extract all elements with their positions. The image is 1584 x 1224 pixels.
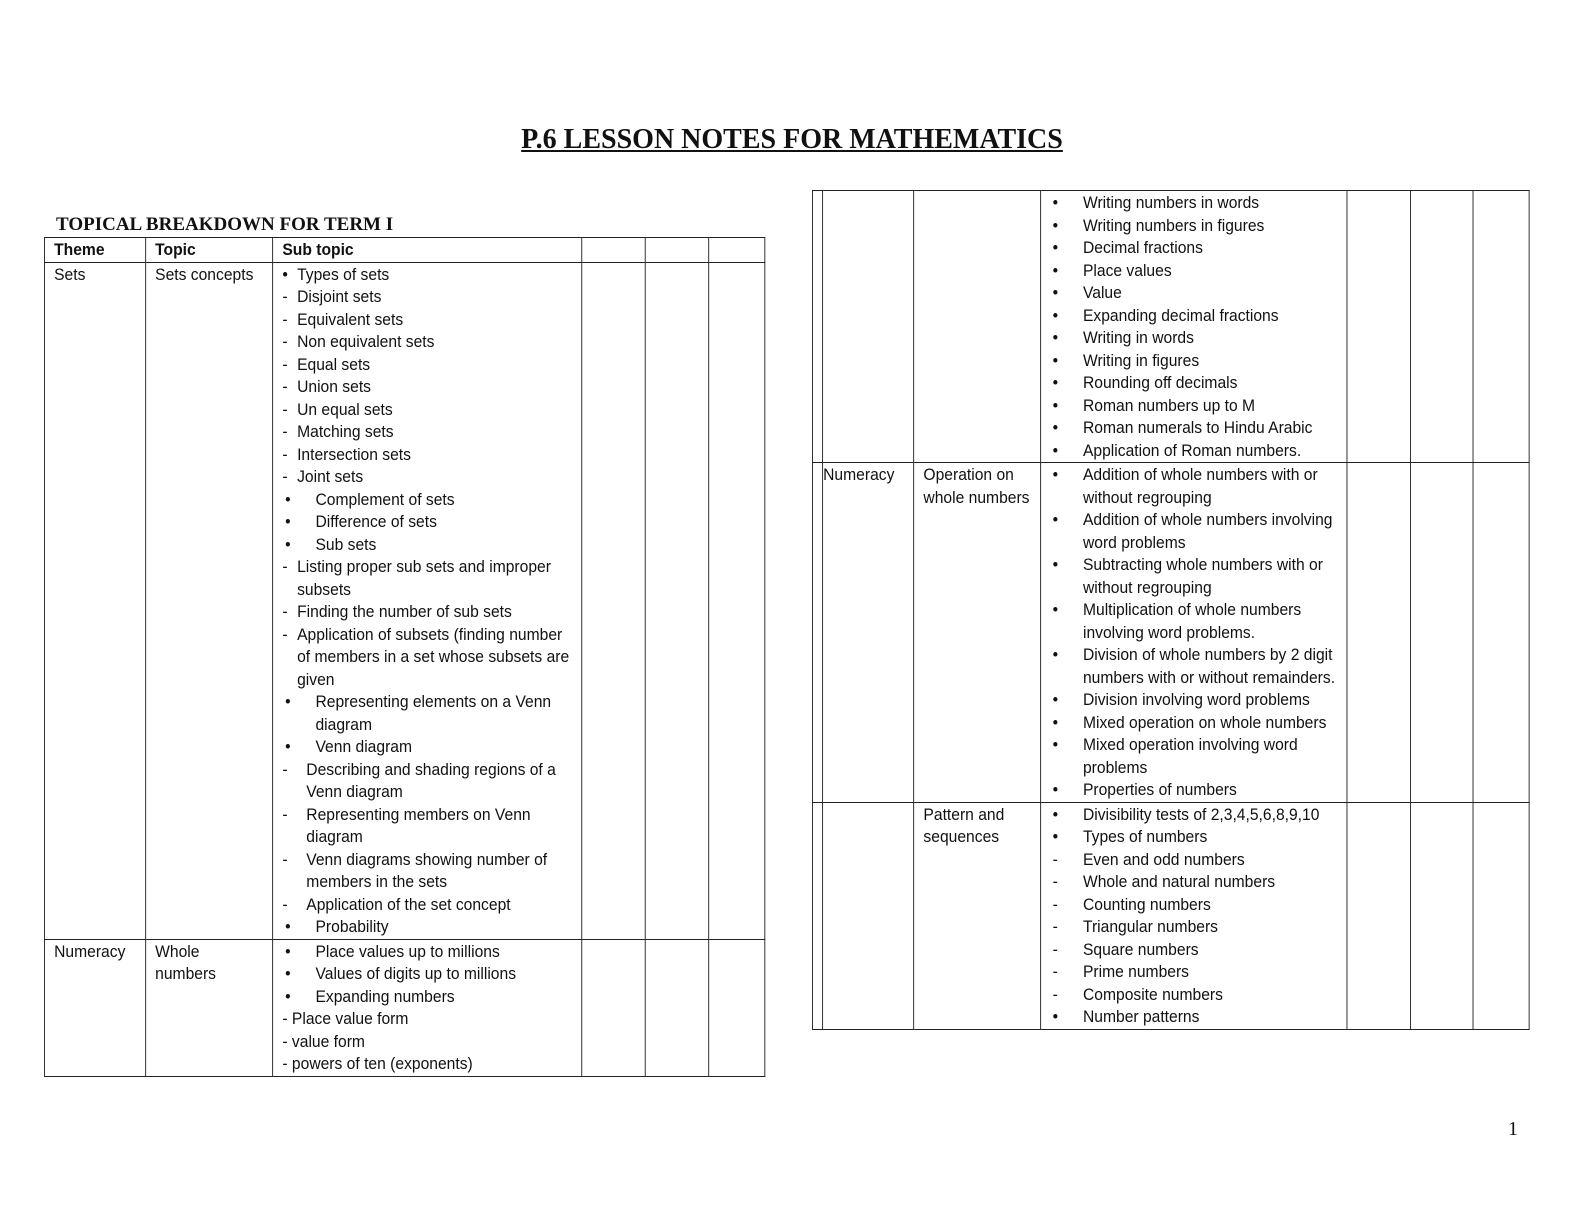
subtopic-text: Prime numbers xyxy=(1082,962,1190,981)
blank-cell xyxy=(1347,463,1410,803)
bullet-icon: • xyxy=(1052,1007,1059,1026)
subtopic-text: Properties of numbers xyxy=(1082,780,1237,799)
subtopic-item xyxy=(282,759,571,804)
blank-cell xyxy=(1410,802,1473,1029)
subtopic-text: - value form xyxy=(282,1031,365,1051)
subtopic-text: Composite numbers xyxy=(1082,984,1223,1004)
subtopic-text: Joint sets xyxy=(297,467,364,486)
subtopic-item xyxy=(1050,464,1337,509)
subtopic-cell xyxy=(1040,463,1347,803)
subtopic-text: Place values xyxy=(1082,260,1172,280)
blank-cell xyxy=(709,262,765,939)
subtopic-text: Equivalent sets xyxy=(297,309,404,329)
dash-marker: - xyxy=(282,624,288,644)
bullet-icon: • xyxy=(1052,328,1059,347)
subtopic-item xyxy=(282,963,571,986)
subtopic-item xyxy=(282,556,571,601)
subtopic-text: Matching sets xyxy=(297,422,394,441)
subtopic-text: Writing numbers in words xyxy=(1082,193,1260,212)
topic-cell: Whole numbers xyxy=(145,939,272,1076)
subtopic-text: Triangular numbers xyxy=(1082,917,1219,936)
subtopic-item xyxy=(1050,417,1337,440)
subtopic-text: Expanding decimal fractions xyxy=(1082,305,1279,325)
bullet-icon: • xyxy=(285,986,291,1006)
header-theme: Theme xyxy=(44,238,145,263)
table-row xyxy=(812,463,1529,803)
header-topic: Topic xyxy=(145,238,272,263)
subtopic-item xyxy=(282,736,571,759)
page-title: P.6 LESSON NOTES FOR MATHEMATICS xyxy=(521,124,1063,155)
bullet-icon: • xyxy=(285,941,291,961)
subtopic-item xyxy=(1050,894,1337,917)
dash-marker: - xyxy=(282,804,288,824)
subtopic-item xyxy=(282,624,571,692)
subtopic-item xyxy=(282,804,571,849)
subtopic-text: Whole and natural numbers xyxy=(1082,872,1276,891)
subtopic-item xyxy=(282,894,571,917)
bullet-icon: • xyxy=(1052,712,1059,732)
subtopic-item xyxy=(1050,327,1337,350)
bullet-icon: • xyxy=(285,917,291,936)
bullet-icon: • xyxy=(1052,804,1059,824)
dash-marker: - xyxy=(1052,872,1058,891)
dash-marker: - xyxy=(282,354,288,374)
bullet-icon: • xyxy=(1052,395,1059,415)
subtopic-text: Describing and shading regions of a Venn diagram xyxy=(306,759,556,801)
bullet-icon: • xyxy=(1052,600,1059,619)
subtopic-item xyxy=(1050,689,1337,712)
dash-marker: - xyxy=(282,467,288,486)
edge-cell xyxy=(812,463,822,803)
blank-cell xyxy=(581,262,645,939)
subtopic-item xyxy=(282,466,571,489)
bullet-icon: • xyxy=(1052,827,1059,846)
subtopic-item xyxy=(1050,440,1337,463)
subtopic-text: Multiplication of whole numbers involving word problems. xyxy=(1082,600,1302,642)
subtopic-item xyxy=(1050,961,1337,984)
bullet-icon: • xyxy=(1052,510,1059,529)
subtopic-list xyxy=(1050,192,1337,462)
subtopic-text: Expanding numbers xyxy=(315,986,455,1006)
subtopic-text: Complement of sets xyxy=(315,489,455,509)
table-row xyxy=(44,262,764,939)
subtopic-text: Addition of whole numbers involving word problems xyxy=(1082,510,1333,552)
subtopic-item xyxy=(282,986,571,1009)
subtopic-text: Values of digits up to millions xyxy=(315,964,517,983)
subtopic-item xyxy=(1050,554,1337,599)
subtopic-text: Sub sets xyxy=(315,534,377,554)
bullet-icon: • xyxy=(1052,215,1059,235)
subtopic-text: Writing in words xyxy=(1082,328,1194,347)
subtopic-item xyxy=(282,309,571,332)
subtopic-text: Types of sets xyxy=(297,264,390,284)
term-breakdown-table-left xyxy=(44,237,765,1077)
blank-cell xyxy=(1473,802,1529,1029)
subtopic-text: Equal sets xyxy=(297,354,371,374)
dash-marker: - xyxy=(282,759,288,779)
dash-marker: - xyxy=(282,444,288,464)
subtopic-item xyxy=(282,286,571,309)
dash-marker: - xyxy=(1052,939,1058,959)
subtopic-item xyxy=(1050,282,1337,305)
term-breakdown-table-right xyxy=(812,190,1530,1030)
edge-cell xyxy=(812,191,822,463)
dash-marker: - xyxy=(1052,849,1058,869)
subtopic-text: Roman numerals to Hindu Arabic xyxy=(1082,418,1313,437)
subtopic-list xyxy=(1050,804,1337,1029)
blank-cell xyxy=(709,939,765,1076)
subtopic-text: Union sets xyxy=(297,377,371,396)
subtopic-item xyxy=(282,354,571,377)
bullet-icon: • xyxy=(1052,238,1059,257)
subtopic-text: Venn diagrams showing number of members in the sets xyxy=(306,849,548,891)
dash-marker: - xyxy=(1052,984,1058,1004)
bullet-icon: • xyxy=(1052,193,1059,212)
subtopic-cell xyxy=(273,939,582,1076)
blank-cell xyxy=(1410,191,1473,463)
subtopic-text: Decimal fractions xyxy=(1082,238,1203,257)
theme-cell: Numeracy xyxy=(44,939,145,1076)
subtopic-text: Number patterns xyxy=(1082,1007,1200,1026)
subtopic-item xyxy=(1050,599,1337,644)
subtopic-text: Un equal sets xyxy=(297,399,393,419)
subtopic-text: Application of subsets (finding number of members in a set whose subsets are given xyxy=(297,624,570,689)
subtopic-text: Intersection sets xyxy=(297,444,411,464)
theme-cell: Sets xyxy=(44,262,145,939)
subtopic-item xyxy=(1050,1006,1337,1029)
subtopic-text: Difference of sets xyxy=(315,512,437,531)
subtopic-item xyxy=(1050,305,1337,328)
subtopic-text: Divisibility tests of 2,3,4,5,6,8,9,10 xyxy=(1082,804,1320,824)
topic-cell: Operation on whole numbers xyxy=(914,463,1040,803)
bullet-icon: • xyxy=(285,964,291,983)
bullet-icon: • xyxy=(1052,690,1059,709)
subtopic-item xyxy=(282,534,571,557)
subtopic-item xyxy=(1050,826,1337,849)
subtopic-item xyxy=(1050,372,1337,395)
subtopic-item xyxy=(1050,984,1337,1007)
dash-marker: - xyxy=(1052,962,1058,981)
bullet-icon: • xyxy=(285,512,291,531)
bullet-icon: • xyxy=(1052,418,1059,437)
subtopic-text: Non equivalent sets xyxy=(297,332,435,351)
subtopic-item xyxy=(282,511,571,534)
subtopic-text: Disjoint sets xyxy=(297,287,382,306)
dash-marker: - xyxy=(282,332,288,351)
subtopic-text: Types of numbers xyxy=(1082,827,1208,846)
subtopic-text: Roman numbers up to M xyxy=(1082,395,1256,415)
theme-cell xyxy=(823,191,914,463)
bullet-icon: • xyxy=(1052,283,1059,302)
bullet-icon: • xyxy=(1052,465,1059,484)
subtopic-list xyxy=(1050,464,1337,802)
bullet-icon: • xyxy=(1052,373,1059,392)
subtopic-item xyxy=(282,264,571,287)
dash-marker: - xyxy=(282,894,288,914)
subtopic-text: Subtracting whole numbers with or without regrouping xyxy=(1082,555,1323,597)
dash-marker: - xyxy=(1052,917,1058,936)
header-blank-3 xyxy=(709,238,765,263)
blank-cell xyxy=(645,939,709,1076)
edge-cell xyxy=(812,802,822,1029)
subtopic-text: Listing proper sub sets and improper subsets xyxy=(297,557,551,599)
subtopic-item xyxy=(282,399,571,422)
subtopic-item xyxy=(282,1031,571,1054)
dash-marker: - xyxy=(282,557,288,576)
subtopic-text: Venn diagram xyxy=(315,737,412,756)
subtopic-text: Place values up to millions xyxy=(315,941,500,961)
blank-cell xyxy=(581,939,645,1076)
bullet-icon: • xyxy=(1052,735,1059,754)
subtopic-item xyxy=(282,444,571,467)
dash-marker: - xyxy=(282,602,288,621)
subtopic-item xyxy=(282,1053,571,1076)
dash-marker: - xyxy=(282,399,288,419)
subtopic-text: Probability xyxy=(315,917,389,936)
page-number: 1 xyxy=(1508,1118,1518,1140)
bullet-icon: • xyxy=(1052,555,1059,574)
subtopic-text: Representing elements on a Venn diagram xyxy=(315,692,552,734)
subtopic-text: Application of Roman numbers. xyxy=(1082,440,1302,460)
theme-cell: Numeracy xyxy=(823,463,914,803)
subtopic-item xyxy=(282,916,571,939)
subtopic-item xyxy=(1050,215,1337,238)
bullet-icon: • xyxy=(1052,260,1059,280)
subtopic-item xyxy=(282,691,571,736)
bullet-icon: • xyxy=(285,534,291,554)
bullet-icon: • xyxy=(1052,780,1059,799)
subtopic-item xyxy=(282,849,571,894)
subtopic-item xyxy=(1050,939,1337,962)
subtopic-cell xyxy=(273,262,582,939)
subtopic-cell xyxy=(1040,802,1347,1029)
subtopic-text: - powers of ten (exponents) xyxy=(282,1054,473,1073)
subtopic-text: Division involving word problems xyxy=(1082,690,1310,709)
dash-marker: - xyxy=(282,849,288,869)
topic-cell xyxy=(914,191,1040,463)
subtopic-text: Value xyxy=(1082,283,1122,302)
dash-marker: - xyxy=(282,422,288,441)
dash-marker: - xyxy=(282,309,288,329)
bullet-icon: • xyxy=(1052,350,1059,370)
subtopic-text: Even and odd numbers xyxy=(1082,849,1245,869)
dash-marker: - xyxy=(282,377,288,396)
subtopic-item xyxy=(1050,395,1337,418)
subtopic-item xyxy=(1050,509,1337,554)
table-row xyxy=(812,191,1529,463)
subtopic-text: Representing members on Venn diagram xyxy=(306,804,531,846)
bullet-icon: • xyxy=(285,737,291,756)
dash-marker: - xyxy=(282,287,288,306)
subtopic-text: Rounding off decimals xyxy=(1082,373,1238,392)
table-header-row xyxy=(44,238,764,263)
subtopic-item xyxy=(1050,871,1337,894)
section-subtitle: TOPICAL BREAKDOWN FOR TERM I xyxy=(56,214,394,235)
subtopic-text: Division of whole numbers by 2 digit numbers with or without remainders. xyxy=(1082,645,1336,687)
theme-cell xyxy=(823,802,914,1029)
bullet-icon: • xyxy=(285,489,291,509)
header-blank-2 xyxy=(645,238,709,263)
subtopic-item xyxy=(1050,260,1337,283)
subtopic-text: Writing numbers in figures xyxy=(1082,215,1265,235)
subtopic-item xyxy=(1050,916,1337,939)
subtopic-item xyxy=(1050,804,1337,827)
header-subtopic: Sub topic xyxy=(273,238,582,263)
subtopic-item xyxy=(282,941,571,964)
blank-cell xyxy=(1410,463,1473,803)
subtopic-text: Mixed operation on whole numbers xyxy=(1082,712,1327,732)
topic-cell: Sets concepts xyxy=(145,262,272,939)
subtopic-text: Application of the set concept xyxy=(306,894,511,914)
subtopic-item xyxy=(1050,712,1337,735)
subtopic-text: Writing in figures xyxy=(1082,350,1200,370)
subtopic-item xyxy=(282,331,571,354)
subtopic-text: Addition of whole numbers with or without regrouping xyxy=(1082,465,1318,507)
blank-cell xyxy=(1347,191,1410,463)
subtopic-item xyxy=(282,376,571,399)
subtopic-item xyxy=(1050,779,1337,802)
table-row xyxy=(812,802,1529,1029)
subtopic-text: Square numbers xyxy=(1082,939,1199,959)
subtopic-item xyxy=(1050,237,1337,260)
subtopic-item xyxy=(282,601,571,624)
bullet-icon: • xyxy=(282,264,288,284)
subtopic-text: Mixed operation involving word problems xyxy=(1082,735,1298,777)
subtopic-item xyxy=(1050,849,1337,872)
subtopic-item xyxy=(282,421,571,444)
bullet-icon: • xyxy=(285,692,291,711)
bullet-icon: • xyxy=(1052,645,1059,664)
bullet-icon: • xyxy=(1052,305,1059,325)
subtopic-item xyxy=(282,489,571,512)
subtopic-item xyxy=(1050,192,1337,215)
subtopic-item xyxy=(1050,734,1337,779)
blank-cell xyxy=(1473,191,1529,463)
dash-marker: - xyxy=(1052,894,1058,914)
subtopic-item xyxy=(1050,644,1337,689)
subtopic-item xyxy=(282,1008,571,1031)
blank-cell xyxy=(645,262,709,939)
topic-cell: Pattern and sequences xyxy=(914,802,1040,1029)
table-row xyxy=(44,939,764,1076)
subtopic-list xyxy=(282,264,571,939)
header-blank-1 xyxy=(581,238,645,263)
subtopic-item xyxy=(1050,350,1337,373)
subtopic-text: - Place value form xyxy=(282,1009,409,1028)
blank-cell xyxy=(1347,802,1410,1029)
subtopic-text: Finding the number of sub sets xyxy=(297,602,512,621)
subtopic-list xyxy=(282,941,571,1076)
subtopic-text: Counting numbers xyxy=(1082,894,1211,914)
bullet-icon: • xyxy=(1052,440,1059,460)
subtopic-cell xyxy=(1040,191,1347,463)
blank-cell xyxy=(1473,463,1529,803)
